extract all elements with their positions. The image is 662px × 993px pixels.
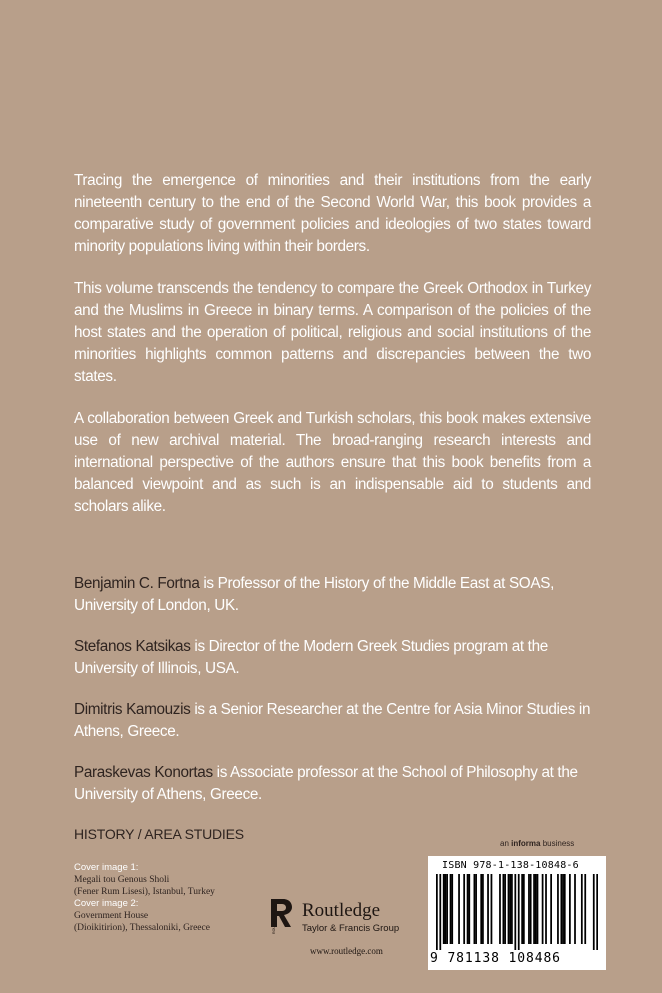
cover-image-2-line-2: (Dioikitirion), Thessaloniki, Greece <box>74 923 210 933</box>
publisher-name: Routledge <box>302 900 381 921</box>
routledge-vertical-mark: ROUTLEDGE <box>272 911 276 934</box>
barcode-bar <box>574 874 576 944</box>
barcode-bar <box>521 874 523 944</box>
author-description: is Professor of the History of the Middle East at SOAS, University of London, UK. <box>74 575 554 614</box>
author-bio <box>74 573 591 617</box>
barcode-bar <box>511 874 513 944</box>
routledge-r-mark-icon <box>268 897 294 935</box>
barcode-bar <box>504 874 506 944</box>
author-description: is a Senior Researcher at the Centre for Asia Minor Studies in Athens, Greece. <box>74 701 591 740</box>
cover-image-1-label: Cover image 1: <box>74 862 139 873</box>
barcode-bar <box>569 874 571 944</box>
cover-image-credits <box>74 862 215 934</box>
blurb-paragraph-3: A collaboration between Greek and Turkish scholars, this book makes extensive use of new archival material. The broad-ranging research interests and international perspective of the authors ensure that this book benefits from a balanced viewpoint and as such is an indispensable aid to students and scholars alike. <box>74 410 591 515</box>
informa-prefix: an <box>500 839 512 848</box>
barcode-bar <box>480 874 482 944</box>
barcode-bar <box>537 874 539 944</box>
barcode-bar <box>509 874 511 944</box>
blurb-paragraph-2: This volume transcends the tendency to compare the Greek Orthodox in Turkey and the Muslims in Greece in binary terms. A comparison of the policies of the host states and the operation of political, religious and social institutions of the minorities highlights common patterns and discrepancies between the two states. <box>74 280 591 385</box>
blurb-paragraph-1: Tracing the emergence of minorities and their institutions from the early nineteenth century to the end of the Second World War, this book provides a comparative study of government policies and ideologies of two states toward minority populations living within their borders. <box>74 172 591 255</box>
author-name: Benjamin C. Fortna <box>74 575 200 592</box>
author-description: is Director of the Modern Greek Studies program at the University of Illinois, USA. <box>74 638 548 677</box>
barcode-bar <box>581 874 583 944</box>
author-description: is Associate professor at the School of Philosophy at the University of Athens, Greece. <box>74 764 578 803</box>
barcode-bar <box>482 874 484 944</box>
barcode-bar <box>445 874 447 944</box>
routledge-logo <box>268 897 418 937</box>
barcode-bar <box>550 874 552 944</box>
barcode-bar <box>514 874 516 950</box>
barcode-bar <box>557 874 559 944</box>
informa-brand: informa <box>511 839 541 848</box>
publisher-group: Taylor & Francis Group <box>302 923 400 934</box>
barcode-bar <box>593 874 595 950</box>
isbn-barcode <box>428 856 606 970</box>
barcode-bar <box>499 874 501 944</box>
barcode-bar <box>446 874 448 944</box>
barcode-bar <box>491 874 493 944</box>
informa-tagline <box>500 839 574 848</box>
barcode-bar <box>508 874 510 944</box>
author-bio <box>74 762 591 806</box>
barcode-bar <box>467 874 469 944</box>
barcode-bar <box>528 874 530 944</box>
author-bio <box>74 699 591 743</box>
barcode-bar <box>535 874 537 944</box>
barcode-bar <box>542 874 544 944</box>
publisher-url: www.routledge.com <box>310 946 383 956</box>
barcode-bar <box>475 874 477 944</box>
informa-suffix: business <box>540 839 575 848</box>
cover-image-1-line-1: Megali tou Genous Sholi <box>74 875 170 885</box>
barcode-bar <box>468 874 470 944</box>
author-bio <box>74 636 591 680</box>
barcode-bar <box>564 874 566 944</box>
barcode-bar <box>545 874 547 944</box>
author-bios <box>74 573 591 825</box>
cover-image-1-line-2: (Fener Rum Lisesi), Istanbul, Turkey <box>74 887 215 897</box>
barcode-bar <box>450 874 452 944</box>
barcode-bar <box>518 874 520 950</box>
barcode-bar <box>596 874 598 950</box>
cover-image-2-label: Cover image 2: <box>74 898 139 909</box>
barcode-bar <box>451 874 453 944</box>
ean-digits: 9 781138 108486 <box>430 951 561 966</box>
barcode-bar <box>533 874 535 944</box>
author-name: Dimitris Kamouzis <box>74 701 191 718</box>
barcode-bar <box>474 874 476 944</box>
barcode-bars <box>436 874 598 950</box>
isbn-text: ISBN 978-1-138-10848-6 <box>442 860 579 871</box>
barcode-bar <box>503 874 505 944</box>
author-name: Stefanos Katsikas <box>74 638 191 655</box>
cover-image-2-line-1: Government House <box>74 911 149 921</box>
barcode-bar <box>523 874 525 944</box>
barcode-bar <box>584 874 586 944</box>
back-cover-blurb <box>74 170 591 538</box>
barcode-bar <box>562 874 564 944</box>
barcode-bar <box>530 874 532 944</box>
barcode-bar <box>443 874 445 944</box>
barcode-bar <box>439 874 441 950</box>
barcode-bar <box>436 874 438 950</box>
subject-category: HISTORY / AREA STUDIES <box>74 826 244 842</box>
barcode-bar <box>458 874 460 944</box>
barcode-bar <box>463 874 465 944</box>
author-name: Paraskevas Konortas <box>74 764 213 781</box>
barcode-bar <box>487 874 489 944</box>
barcode-bar <box>560 874 562 944</box>
